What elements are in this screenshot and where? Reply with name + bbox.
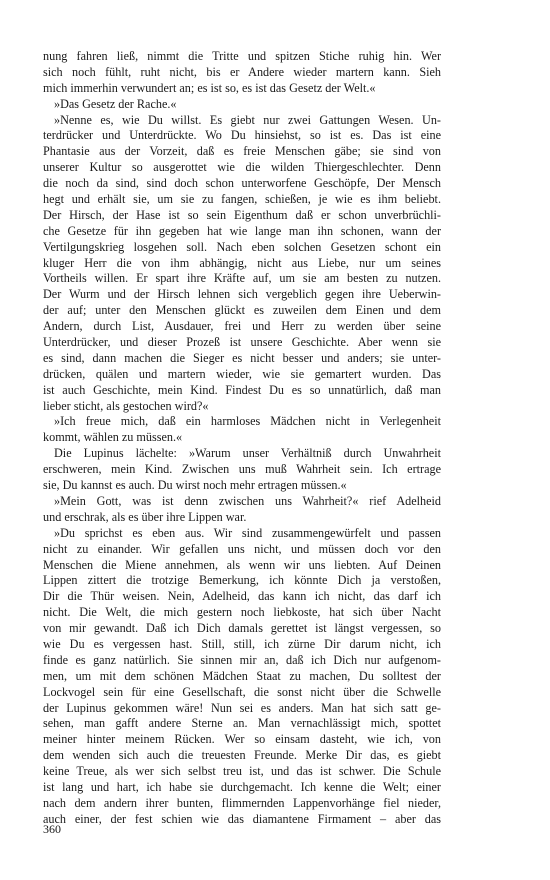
text-line: nach dem andern ihrer bunten, flimmernden Lappenvorhänge fiel nieder,: [43, 795, 441, 810]
text-line: »Mein Gott, was ist denn zwischen uns Wahrheit?« rief Adelheid: [54, 493, 441, 508]
text-line: keine Treue, als wer sich selbst treu ist, und das ist schwer. Die Schule: [43, 764, 441, 779]
text-line: men, um mit dem schönen Mädchen Staat zu machen, Du solltest der: [43, 668, 441, 683]
text-line: terdrücker und Unterdrückte. Wo Du hinsiehst, so ist es. Das ist eine: [43, 128, 441, 143]
text-line: Andern, durch List, Ausdauer, frei und Herr zu werden über seine: [43, 319, 441, 334]
text-line: erschweren, mein Kind. Zwischen uns muß Wahrheit sein. Ich ertrage: [43, 462, 441, 477]
text-line: meiner hinter meinem Rücken. Wer so einsam dasteht, wie ich, von: [43, 732, 441, 747]
text-line: unserer Kultur so ausgerottet wie die wilden Thiergeschlechter. Denn: [43, 160, 441, 175]
text-line: Der Hirsch, der Hase ist so sein Eigenthum daß er schon unverbrüchli-: [43, 207, 441, 222]
text-line: »Du sprichst es eben aus. Wir sind zusammengewürfelt und passen: [54, 525, 441, 540]
text-line: Dir die Thür weisen. Nein, Adelheid, das kann ich nicht, das darf ich: [43, 589, 441, 604]
text-line: der Lupinus gekommen wäre! Nun sei es anders. Man hat sich satt ge-: [43, 700, 441, 715]
text-line: Lippen zittert die trotzige Bemerkung, ich könnte Dich ja verstoßen,: [43, 573, 441, 588]
text-line: wie Du es vergessen hast. Still, still, ich zürne Dir darum nicht, ich: [43, 636, 441, 651]
text-line: Der Wurm und der Hirsch lehnen sich vergeblich gegen ihre Ueberwin-: [43, 287, 441, 302]
text-line: sich noch fühlt, ruht nicht, bis er Andere wieder martern kann. Sieh: [43, 64, 441, 79]
text-line: kommt, wählen zu müssen.«: [43, 430, 183, 445]
text-line: kluger Herr die von ihm abhängig, nicht aus Liebe, nur um seines: [43, 255, 441, 270]
text-line: es sind, dann machen die Sieger es nicht besser und anders; sie unter-: [43, 350, 441, 365]
text-line: »Ich freue mich, daß ein harmloses Mädchen nicht in Verlegenheit: [54, 414, 441, 429]
text-line: und erschrak, als es über ihre Lippen war.: [43, 509, 247, 524]
text-line: sie, Du kannst es auch. Du wirst noch mehr ertragen müssen.«: [43, 478, 347, 493]
text-line: Phantasie aus der Vorzeit, daß es freie Menschen gäbe; sie sind von: [43, 144, 441, 159]
text-line: die noch da sind, sind doch schon unterworfene Geschöpfe, Der Mensch: [43, 176, 441, 191]
text-line: sehen, man gafft andere Sterne an. Man vernachlässigt mich, spottet: [43, 716, 441, 731]
text-line: ist lang und hart, ich habe sie durchgemacht. Ich kenne die Welt; einer: [43, 779, 441, 794]
text-line: mich immerhin verwundert an; es ist so, es ist das Gesetz der Welt.«: [43, 80, 376, 95]
text-line: lieber sticht, als gestochen wird?«: [43, 398, 209, 413]
text-line: ist auch Geschichte, mein Kind. Findest Du es so unnatürlich, daß man: [43, 382, 441, 397]
text-line: nung fahren ließ, nimmt die Tritte und spitzen Stiche ruhig hin. Wer: [43, 49, 441, 63]
text-line: der auf; unter den Menschen glückt es zuweilen dem Einen und dem: [43, 303, 441, 318]
page-body: [43, 49, 441, 828]
text-line: »Das Gesetz der Rache.«: [54, 96, 177, 111]
text-line: che Gesetze für ihn gegeben hat wie lange man ihn schonen, wann der: [43, 223, 441, 238]
text-line: Vertilgungskrieg losgehen soll. Nach eben solchen Gesetzen schont ein: [43, 239, 441, 254]
text-line: nicht. Die Welt, die mich gestern noch liebkoste, hat sich über Nacht: [43, 605, 441, 620]
text-line: Vortheils willen. Er spart ihre Kräfte auf, um sie am besten zu nutzen.: [43, 271, 441, 286]
text-line: Die Lupinus lächelte: »Warum unser Verhältniß durch Unwahrheit: [54, 446, 441, 461]
text-line: Lockvogel sein für eine Gesellschaft, die sonst nicht über die Schwelle: [43, 684, 441, 699]
text-line: nicht zu einander. Wir gefallen uns nicht, und müssen doch vor den: [43, 541, 441, 556]
text-line: hegt und erhält sie, um sie zu fangen, schießen, je wie es ihm beliebt.: [43, 192, 441, 207]
text-line: finde es ganz natürlich. Sie sinnen mir an, daß ich Dich nur aufgenom-: [43, 652, 441, 667]
text-line: von mir gewandt. Daß ich Dich damals gerettet ist längst vergessen, so: [43, 621, 441, 636]
text-line: Menschen die Miene annehmen, als wenn wir uns liebten. Auf Deinen: [43, 557, 441, 572]
text-line: auch einer, der fest schien wie das diamantene Firmament – aber das: [43, 811, 441, 826]
text-line: dem wenden sich auch die treuesten Freunde. Merke Dir das, es giebt: [43, 748, 441, 763]
page-number: 360: [43, 822, 61, 836]
text-line: Unterdrücker, und dieser Prozeß ist unsere Geschichte. Aber wenn sie: [43, 335, 441, 350]
text-line: drücken, quälen und martern wieder, wie sie gemartert wurden. Das: [43, 366, 441, 381]
text-line: »Nenne es, wie Du willst. Es giebt nur zwei Gattungen Wesen. Un-: [54, 112, 441, 127]
